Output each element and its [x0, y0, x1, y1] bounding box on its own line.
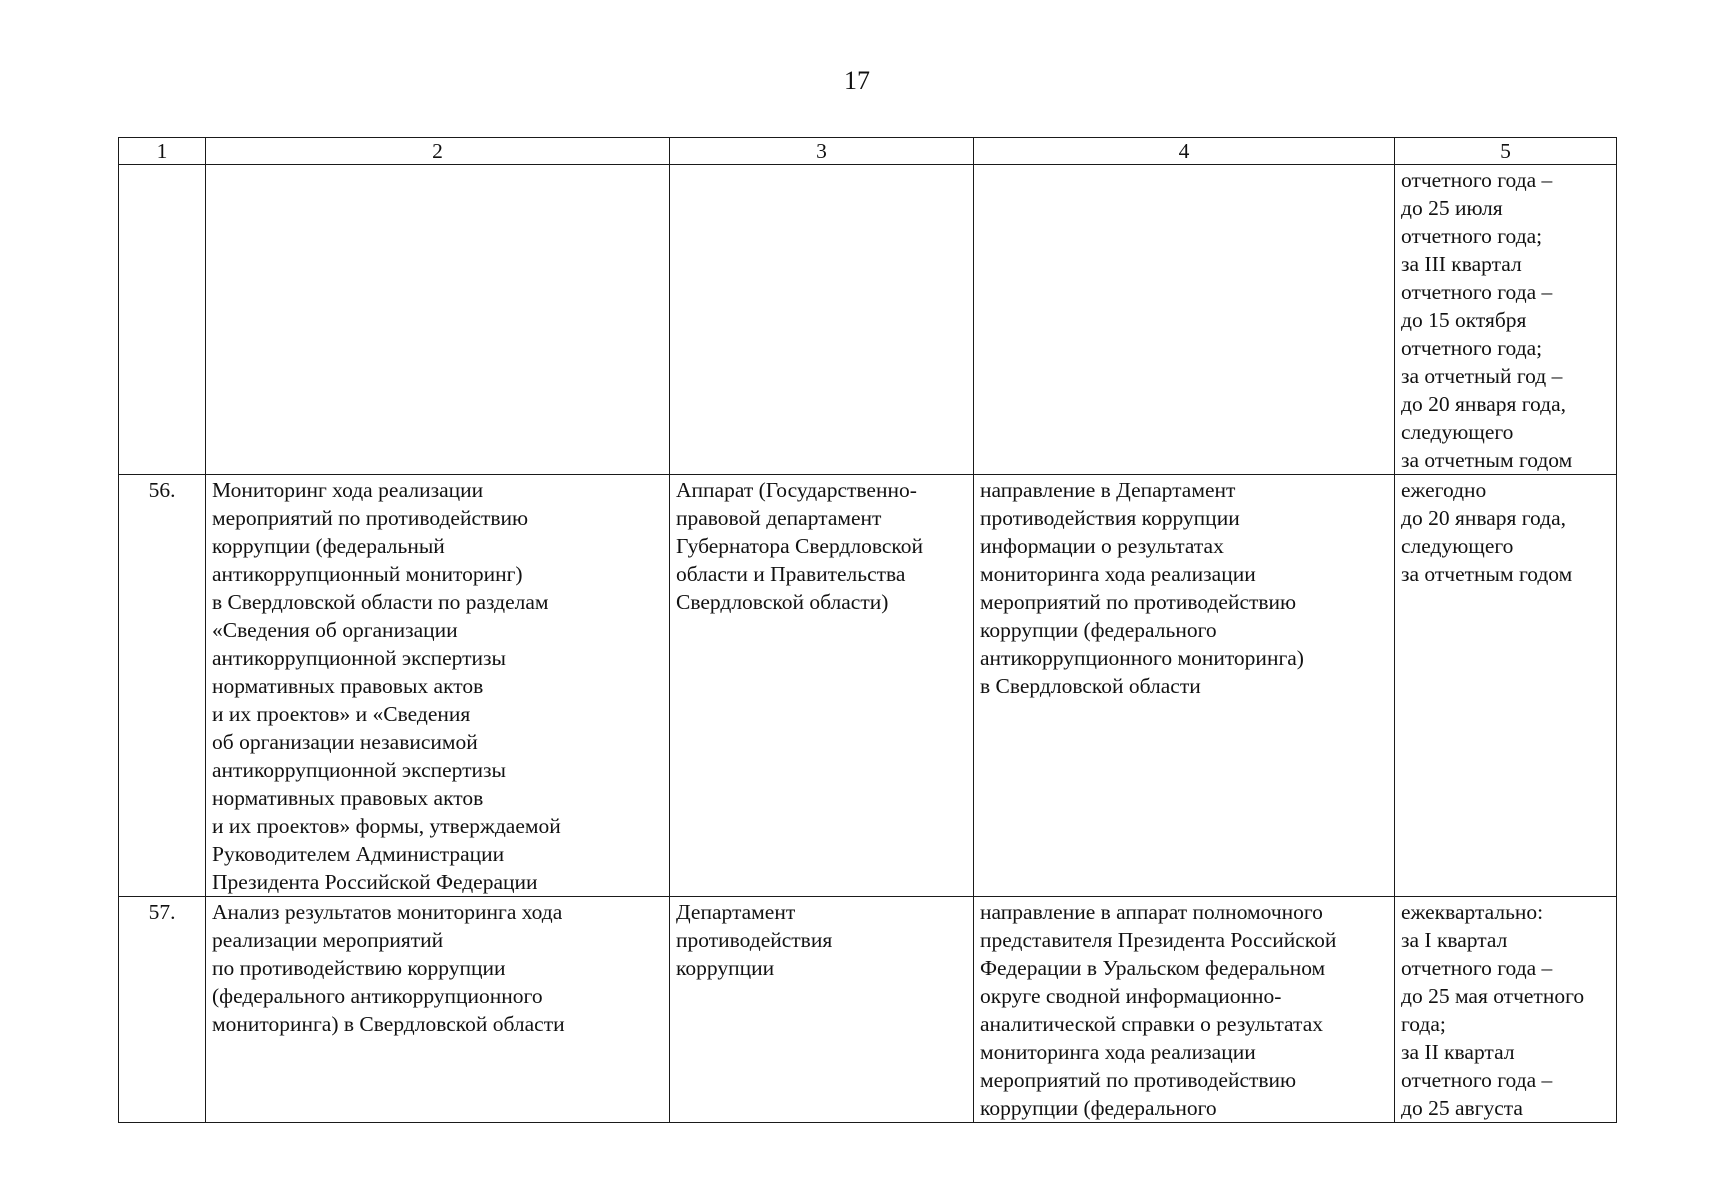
table-row — [119, 475, 1617, 897]
cell-text-line: в Свердловской области — [980, 674, 1201, 698]
cell-text-line: отчетного года – — [1401, 956, 1553, 980]
cell-text-line: коррупции (федерального — [980, 1096, 1217, 1120]
cell-text-line: отчетного года – — [1401, 280, 1553, 304]
cell-text-line: Губернатора Свердловской — [676, 534, 924, 558]
cell-text-line: года; — [1401, 1012, 1446, 1036]
cell-text-line: антикоррупционной экспертизы — [212, 758, 506, 782]
cell-text-line: следующего — [1401, 534, 1514, 558]
cell-text-line: за I квартал — [1401, 928, 1508, 952]
cell-text-line: отчетного года; — [1401, 224, 1543, 248]
cell-text-line: мероприятий по противодействию — [980, 1068, 1297, 1092]
cell-text-line: Президента Российской Федерации — [212, 870, 538, 894]
responsible-cell — [670, 475, 974, 897]
cell-text-line: аналитической справки о результатах — [980, 1012, 1323, 1036]
cell-text-line: Мониторинг хода реализации — [212, 478, 484, 502]
deadline-cell — [1395, 165, 1617, 475]
cell-text-line: и их проектов» формы, утверждаемой — [212, 814, 561, 838]
cell-text-line: и их проектов» и «Сведения — [212, 702, 471, 726]
row-number-cell: 57. — [119, 897, 206, 1123]
cell-text-line: представителя Президента Российской — [980, 928, 1337, 952]
cell-text-line: Департамент — [676, 900, 796, 924]
cell-text-line: ежеквартально: — [1401, 900, 1544, 924]
cell-text-line: за III квартал — [1401, 252, 1522, 276]
cell-text-line: информации о результатах — [980, 534, 1224, 558]
responsible-cell — [670, 897, 974, 1123]
cell-text-line: Аппарат (Государственно- — [676, 478, 917, 502]
cell-text-line: антикоррупционного мониторинга) — [980, 646, 1304, 670]
cell-text-line: до 25 мая отчетного — [1401, 984, 1585, 1008]
cell-text-line: до 20 января года, — [1401, 506, 1567, 530]
cell-text-line: правовой департамент — [676, 506, 882, 530]
cell-text-line: за отчетным годом — [1401, 562, 1573, 586]
cell-text-line: отчетного года – — [1401, 1068, 1553, 1092]
measure-cell — [206, 475, 670, 897]
column-header-3: 3 — [670, 138, 974, 165]
result-cell — [974, 897, 1395, 1123]
cell-text-line: антикоррупционный мониторинг) — [212, 562, 523, 586]
page-number: 17 — [844, 66, 870, 95]
cell-text-line: направление в Департамент — [980, 478, 1236, 502]
cell-text-line: реализации мероприятий — [212, 928, 444, 952]
cell-text-line: Руководителем Администрации — [212, 842, 505, 866]
column-header-4: 4 — [974, 138, 1395, 165]
deadline-cell — [1395, 897, 1617, 1123]
cell-text-line: мониторинга хода реализации — [980, 562, 1256, 586]
cell-text-line: отчетного года; — [1401, 336, 1543, 360]
row-number-cell: 56. — [119, 475, 206, 897]
cell-text-line: до 20 января года, — [1401, 392, 1567, 416]
cell-text-line: за II квартал — [1401, 1040, 1515, 1064]
cell-text-line: «Сведения об организации — [212, 618, 458, 642]
cell-text-line: коррупции — [676, 956, 775, 980]
row-number-cell — [119, 165, 206, 475]
cell-text-line: антикоррупционной экспертизы — [212, 646, 506, 670]
cell-text-line: об организации независимой — [212, 730, 478, 754]
table-row — [119, 897, 1617, 1123]
cell-text-line: отчетного года – — [1401, 168, 1553, 192]
cell-text-line: за отчетный год – — [1401, 364, 1563, 388]
cell-text-line: (федерального антикоррупционного — [212, 984, 543, 1008]
cell-text-line: по противодействию коррупции — [212, 956, 506, 980]
responsible-cell — [670, 165, 974, 475]
column-header-2: 2 — [206, 138, 670, 165]
result-cell — [974, 165, 1395, 475]
cell-text-line: следующего — [1401, 420, 1514, 444]
table-header-row — [119, 138, 1617, 165]
cell-text-line: мероприятий по противодействию — [980, 590, 1297, 614]
cell-text-line: противодействия коррупции — [980, 506, 1240, 530]
measures-table — [118, 137, 1617, 1123]
cell-text-line: мониторинга хода реализации — [980, 1040, 1256, 1064]
cell-text-line: за отчетным годом — [1401, 448, 1573, 472]
measure-cell — [206, 165, 670, 475]
cell-text-line: до 15 октября — [1401, 308, 1527, 332]
table-row — [119, 165, 1617, 475]
cell-text-line: Федерации в Уральском федеральном — [980, 956, 1326, 980]
cell-text-line: коррупции (федерального — [980, 618, 1217, 642]
cell-text-line: до 25 августа — [1401, 1096, 1523, 1120]
cell-text-line: нормативных правовых актов — [212, 674, 484, 698]
cell-text-line: в Свердловской области по разделам — [212, 590, 549, 614]
column-header-1: 1 — [119, 138, 206, 165]
cell-text-line: Свердловской области) — [676, 590, 889, 614]
measure-cell — [206, 897, 670, 1123]
cell-text-line: ежегодно — [1401, 478, 1487, 502]
cell-text-line: направление в аппарат полномочного — [980, 900, 1323, 924]
result-cell — [974, 475, 1395, 897]
cell-text-line: мероприятий по противодействию — [212, 506, 529, 530]
cell-text-line: Анализ результатов мониторинга хода — [212, 900, 563, 924]
column-header-5: 5 — [1395, 138, 1617, 165]
deadline-cell — [1395, 475, 1617, 897]
cell-text-line: области и Правительства — [676, 562, 906, 586]
cell-text-line: противодействия — [676, 928, 833, 952]
cell-text-line: нормативных правовых актов — [212, 786, 484, 810]
cell-text-line: мониторинга) в Свердловской области — [212, 1012, 565, 1036]
cell-text-line: до 25 июля — [1401, 196, 1503, 220]
cell-text-line: округе сводной информационно- — [980, 984, 1282, 1008]
cell-text-line: коррупции (федеральный — [212, 534, 445, 558]
